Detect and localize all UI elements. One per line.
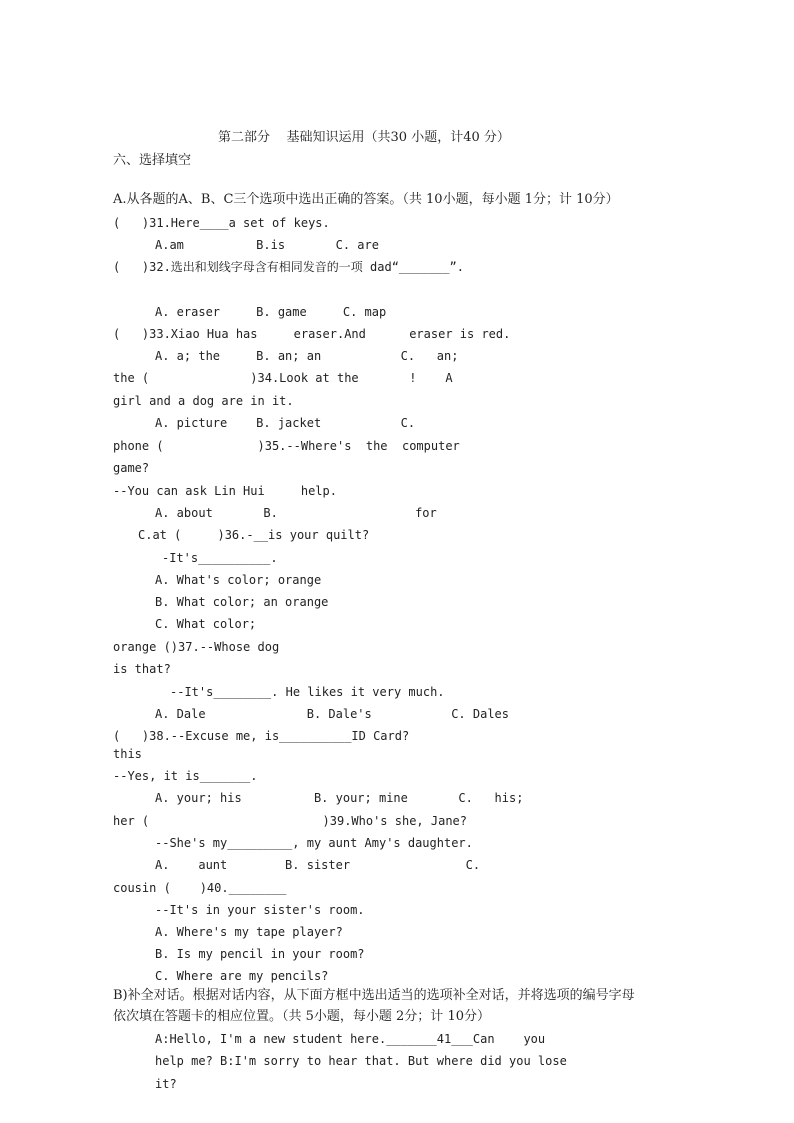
answer-37: --It's________. He likes it very much. — [170, 685, 445, 699]
options-39: A. aunt B. sister C. — [155, 858, 481, 872]
options-31: A.am B.is C. are — [155, 238, 379, 252]
section-title: 六、选择填空 — [113, 153, 192, 168]
answer-39: --She's my_________, my aunt Amy's daughter. — [155, 836, 473, 850]
question-37: orange ()37.--Whose dog — [113, 640, 280, 654]
option-36-b: B. What color; an orange — [155, 595, 329, 609]
answer-40: --It's in your sister's room. — [155, 903, 365, 917]
part-b-instruction-line-1: B)补全对话。根据对话内容，从下面方框中选出适当的选项补全对话，并将选项的编号字母 — [113, 988, 635, 1003]
question-38: ( )38.--Excuse me, is__________ID Card? — [113, 729, 410, 743]
question-38-cont: this — [113, 747, 142, 761]
option-40-a: A. Where's my tape player? — [155, 925, 343, 939]
question-40: cousin ( )40.________ — [113, 881, 287, 895]
option-36-c: C. What color; — [155, 617, 257, 631]
options-35: A. about B. for — [155, 506, 437, 520]
options-32: A. eraser B. game C. map — [155, 305, 387, 319]
option-40-b: B. Is my pencil in your room? — [155, 947, 365, 961]
answer-36: -It's__________. — [162, 551, 278, 565]
question-31: ( )31.Here____a set of keys. — [113, 216, 330, 230]
options-37: A. Dale B. Dale's C. Dales — [155, 707, 510, 721]
question-35-cont: game? — [113, 461, 150, 475]
part-a-instruction: A.从各题的A、B、C三个选项中选出正确的答案。（共 10小题，每小题 1分；计 10分） — [113, 192, 619, 207]
question-39: her ( )39.Who's she, Jane? — [113, 814, 468, 828]
options-34: A. picture B. jacket C. — [155, 416, 416, 430]
question-37-cont: is that? — [113, 662, 171, 676]
dialogue-line-3: it? — [155, 1077, 177, 1091]
dialogue-line-1: A:Hello, I'm a new student here._______41___Can you — [155, 1032, 546, 1046]
part-b-instruction-line-2: 依次填在答题卡的相应位置。（共 5小题，每小题 2分；计 10分） — [113, 1009, 490, 1024]
question-35: phone ( )35.--Where's the computer — [113, 439, 460, 453]
option-36-a: A. What's color; orange — [155, 573, 322, 587]
page-heading: 第二部分 基础知识运用（共30 小题，计40 分） — [218, 130, 510, 145]
dialogue-line-2: help me? B:I'm sorry to hear that. But where did you lose — [155, 1054, 567, 1068]
options-38: A. your; his B. your; mine C. his; — [155, 791, 524, 805]
question-34: the ( )34.Look at the ! A — [113, 371, 453, 385]
answer-38: --Yes, it is_______. — [113, 769, 258, 783]
question-33: ( )33.Xiao Hua has eraser.And eraser is red. — [113, 327, 511, 341]
question-36: C.at ( )36.-__is your quilt? — [138, 528, 370, 542]
option-40-c: C. Where are my pencils? — [155, 969, 329, 983]
answer-35: --You can ask Lin Hui help. — [113, 484, 337, 498]
options-33: A. a; the B. an; an C. an; — [155, 349, 459, 363]
question-32: ( )32.选出和划线字母含有相同发音的一项 dad“_______”. — [113, 260, 464, 274]
question-34-cont: girl and a dog are in it. — [113, 394, 294, 408]
